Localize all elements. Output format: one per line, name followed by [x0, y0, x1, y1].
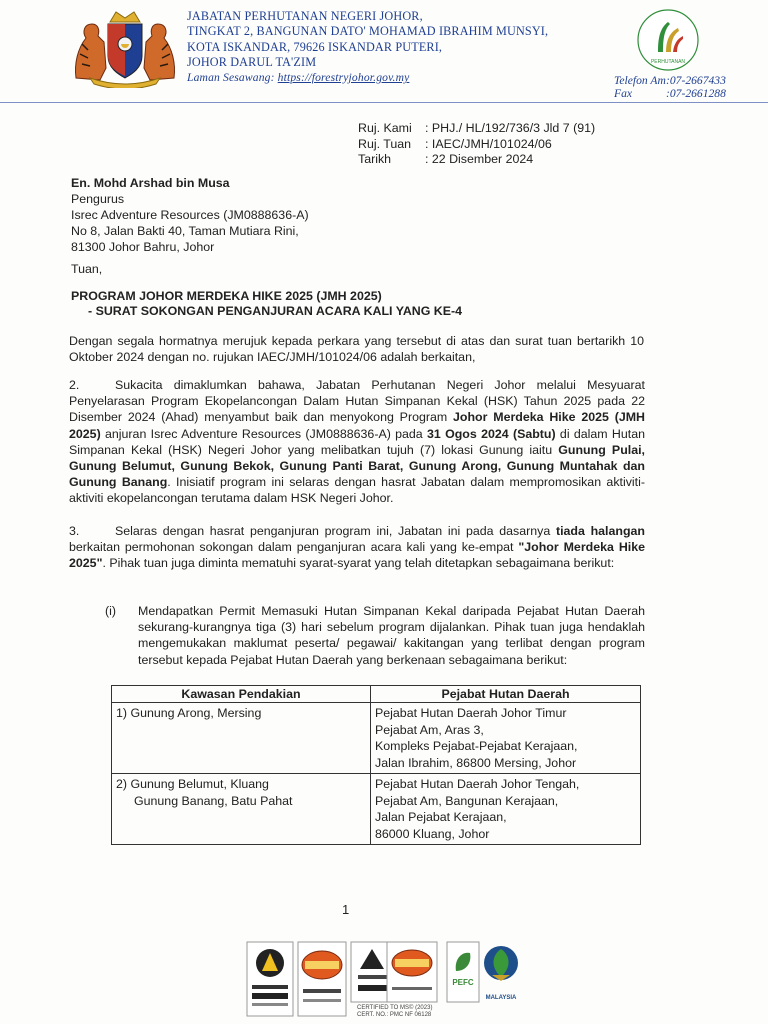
paragraph-3 [69, 523, 645, 572]
page-number: 1 [342, 902, 350, 917]
pefc-logo-icon [446, 941, 480, 1003]
ruj-tuan-label: Ruj. Tuan [358, 136, 412, 151]
cell-line: Pejabat Hutan Daerah Johor Timur [375, 706, 567, 720]
event-name: "Johor Merdeka Hike 2025" [69, 540, 645, 571]
table-row [112, 774, 641, 845]
cell-line: Jalan Pejabat Kerajaan, [375, 810, 507, 824]
ruj-kami-label: Ruj. Kami [358, 121, 412, 135]
paragraph-text: berkaitan permohonan sokongan dalam penganjuran acara kali yang ke-empat [69, 540, 519, 555]
item-text: Mendapatkan Permit Memasuki Hutan Simpanan Kekal daripada Pejabat Hutan Daerah sekurang-kurangnya tiga (3) hari sebelum program dijalankan. Pihak tuan juga hendaklah mengemukakan maklumat peserta/ pegawai/ kakitangan yang terlibat dengan program tersebut kepada Pejabat Hutan Daerah yang berkenaan sebagaimana berikut: [138, 604, 645, 667]
letterhead-address [187, 9, 548, 85]
phone-label: Telefon Am [614, 74, 666, 87]
org-line: JOHOR DARUL TA'ZIM [187, 54, 317, 69]
cell-line: Pejabat Am, Aras 3, [375, 722, 484, 737]
column-header: Pejabat Hutan Daerah [371, 686, 641, 703]
subject-heading [71, 289, 462, 318]
date-row [358, 152, 595, 168]
paragraph-2 [69, 377, 645, 507]
contact-block [614, 75, 726, 100]
forest-office-table [111, 685, 641, 845]
standards-certification-logo-icon [297, 941, 347, 1017]
phone-value: :07-2667433 [666, 74, 726, 87]
cell-line: 2) Gunung Belumut, Kluang [116, 777, 269, 791]
paragraph-text: . Inisiatif program ini selaras dengan hasrat Jabatan dalam mempromosikan aktiviti-aktiviti ekopelancongan terutama dalam HSK Negeri Johor. [69, 475, 645, 506]
ruj-kami-value: : PHJ./ HL/192/736/3 Jld 7 (91) [425, 121, 596, 135]
cell-line: Kompleks Pejabat-Pejabat Kerajaan, [375, 739, 578, 753]
cell-line: Gunung Banang, Batu Pahat [134, 793, 293, 808]
paragraph-1: Dengan segala hormatnya merujuk kepada perkara yang tersebut di atas dan surat tuan bertarikh 10 Oktober 2024 dengan no. rujukan IAEC/JMH/101024/06 adalah berkaitan, [69, 334, 644, 365]
paragraph-text: . Pihak tuan juga diminta mematuhi syarat-syarat yang telah ditetapkan sebagaimana berikut: [102, 556, 615, 571]
cert-line: CERTIFIED TO MS© (2023) [357, 1005, 433, 1011]
emphasis-text: tiada halangan [555, 524, 645, 538]
paragraph-text: anjuran Isrec Adventure Resources (JM0888636-A) pada [100, 426, 428, 441]
website-link[interactable]: https://forestryjohor.gov.my [277, 71, 410, 85]
subject-line: PROGRAM JOHOR MERDEKA HIKE 2025 (JMH 2025) [71, 289, 382, 303]
recipient-name: En. Mohd Arshad bin Musa [71, 176, 230, 190]
date-label: Tarikh [358, 152, 392, 167]
cert-line: CERT. NO.: PMC NF 06128 [357, 1011, 432, 1018]
cell-line: Pejabat Hutan Daerah Johor Tengah, [375, 777, 580, 791]
org-line: TINGKAT 2, BANGUNAN DATO' MOHAMAD IBRAHIM MUNSYI, [187, 24, 549, 39]
ruj-tuan-value: : IAEC/JMH/101024/06 [425, 136, 552, 151]
event-date: 31 Ogos 2024 (Sabtu) [427, 426, 556, 441]
subject-subline: - SURAT SOKONGAN PENGANJURAN ACARA KALI YANG KE-4 [88, 303, 463, 318]
letterhead-divider [0, 102, 768, 103]
malaysia-forest-logo-icon [480, 941, 522, 1009]
recipient-address-line: 81300 Johor Bahru, Johor [71, 239, 215, 254]
cell-line: 86000 Kluang, Johor [375, 826, 490, 841]
recipient-address [71, 176, 309, 256]
org-line: JABATAN PERHUTANAN NEGERI JOHOR, [187, 9, 423, 23]
column-header: Kawasan Pendakian [112, 686, 371, 703]
item-number: (i) [105, 604, 117, 618]
office-cell [371, 703, 641, 774]
recipient-company: Isrec Adventure Resources (JM0888636-A) [71, 207, 309, 222]
date-value: : 22 Disember 2024 [425, 152, 534, 167]
certification-text [357, 1005, 432, 1018]
condition-item-1 [105, 603, 645, 668]
area-cell [112, 703, 371, 774]
website-row [187, 70, 548, 85]
perhutanan-logo-icon [636, 8, 700, 72]
logo-text: PERHUTANAN [650, 59, 686, 65]
standards-certification-logo-icon [386, 941, 438, 1003]
table-row [112, 703, 641, 774]
paragraph-text: Sukacita dimaklumkan bahawa, Jabatan Perhutanan Negeri Johor melalui Mesyuarat Penyelarasan Program Ekopelancongan Dalam Hutan Simpanan Kekal (HSK) Tahun 2025 pada 22 Disember 2024 (Ahad) menyambut baik dan menyokong Program [69, 378, 645, 425]
fax-row [614, 88, 726, 101]
cell-line: Pejabat Am, Bangunan Kerajaan, [375, 793, 559, 808]
program-name: Johor Merdeka Hike 2025 (JMH 2025) [69, 410, 645, 441]
mountain-list: Gunung Pulai, Gunung Belumut, Gunung Bekok, Gunung Panti Barat, Gunung Arong, Gunung Muntahak dan Gunung Banang [69, 442, 645, 490]
paragraph-text: Selaras dengan hasrat penganjuran program ini, Jabatan ini pada dasarnya [115, 524, 556, 538]
recipient-address-line: No 8, Jalan Bakti 40, Taman Mutiara Rini, [71, 223, 299, 238]
ruj-kami-row [358, 121, 595, 137]
iso-certification-logo-icon [246, 941, 294, 1017]
fax-label: Fax [614, 86, 633, 100]
website-label: Laman Sesawang: [187, 71, 275, 85]
table-header-row [112, 686, 641, 703]
paragraph-number: 2. [69, 378, 80, 392]
office-cell [371, 774, 641, 845]
paragraph-number: 3. [69, 524, 80, 538]
salutation: Tuan, [71, 262, 103, 276]
cell-line: 1) Gunung Arong, Mersing [116, 706, 262, 720]
fax-value: :07-2661288 [666, 86, 726, 100]
ruj-tuan-row [358, 137, 595, 153]
pefc-text: PEFC [452, 978, 474, 987]
org-line: KOTA ISKANDAR, 79626 ISKANDAR PUTERI, [187, 39, 443, 54]
johor-crest-icon [70, 8, 180, 88]
paragraph-text: di dalam Hutan Simpanan Kekal (HSK) Negeri Johor yang melibatkan tujuh (7) lokasi Gunung iaitu [69, 426, 645, 457]
malaysia-text: MALAYSIA [485, 995, 517, 1001]
cell-line: Jalan Ibrahim, 86800 Mersing, Johor [375, 755, 577, 770]
area-cell [112, 774, 371, 845]
recipient-title: Pengurus [71, 191, 125, 206]
reference-block [358, 121, 595, 168]
